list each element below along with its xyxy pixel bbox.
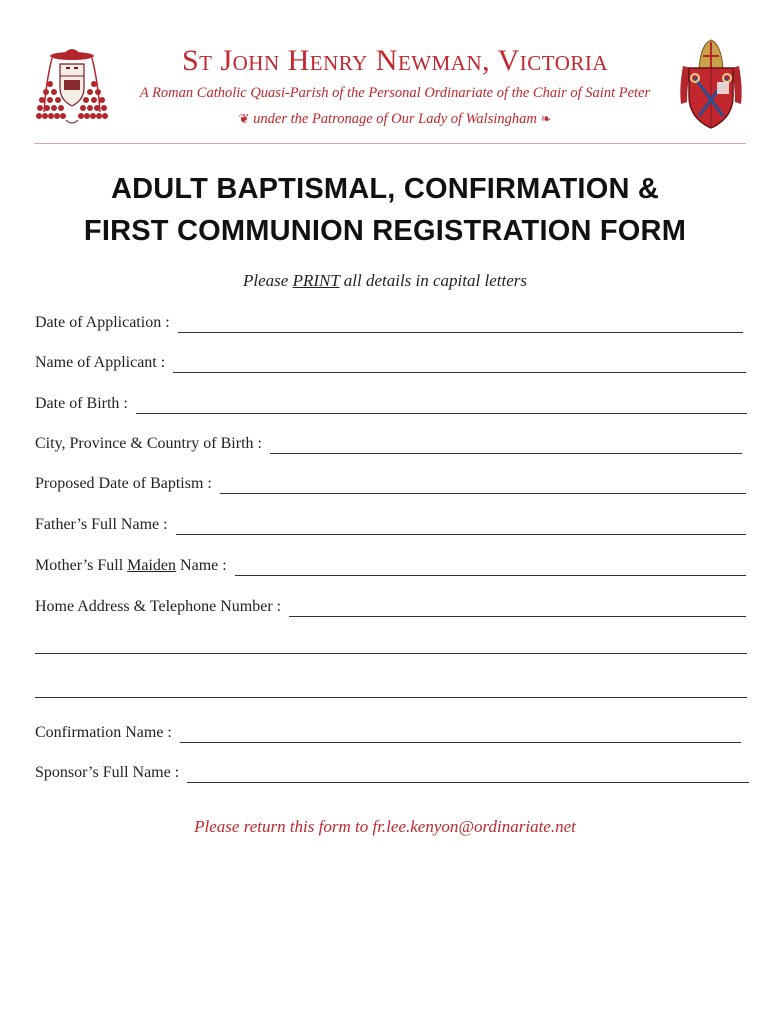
parish-name: St John Henry Newman, Victoria [181,44,609,77]
mother-label-maiden-emphasis: Maiden [127,557,177,574]
proposed-baptism-date-field[interactable] [35,472,746,494]
home-address-continuation-line-1[interactable] [35,653,747,654]
place-of-birth-label: City, Province & Country of Birth : [35,435,266,452]
mother-name-label [35,556,231,576]
mother-label-suffix: Name : [176,557,231,574]
fleuron-left-icon: ❦ [238,111,250,126]
name-of-applicant-field[interactable] [35,351,746,373]
fleuron-right-icon: ❧ [540,111,552,126]
date-of-application-input-line[interactable] [178,316,743,333]
place-of-birth-input-line[interactable] [270,437,742,454]
instructions-prefix: Please [243,271,293,290]
mother-maiden-name-input-line[interactable] [235,559,746,576]
return-instructions: Please return this form to fr.lee.kenyon@ordinariate.net [194,817,576,836]
confirmation-name-field[interactable] [35,721,741,743]
print-instructions [30,271,740,291]
name-of-applicant-input-line[interactable] [173,356,746,373]
father-name-label: Father’s Full Name : [35,516,172,533]
home-address-continuation-line-2[interactable] [35,697,747,698]
cardinal-galero-coat-of-arms-icon [36,42,108,130]
home-address-label: Home Address & Telephone Number : [35,598,286,615]
date-of-birth-field[interactable] [35,392,747,414]
proposed-baptism-date-label: Proposed Date of Baptism : [35,475,216,492]
sponsor-name-label: Sponsor’s Full Name : [35,764,184,781]
home-address-input-line[interactable] [289,600,746,617]
sponsor-name-input-line[interactable] [187,766,749,783]
date-of-birth-input-line[interactable] [136,397,747,414]
place-of-birth-field[interactable] [35,432,742,454]
instructions-suffix: all details in capital letters [339,271,527,290]
name-of-applicant-label: Name of Applicant : [35,354,170,371]
letterhead [0,0,770,150]
date-of-birth-label: Date of Birth : [35,395,132,412]
date-of-application-field[interactable] [35,311,743,333]
form-title [30,168,740,252]
episcopal-mitre-crossed-keys-shield-icon [677,38,745,130]
home-address-field[interactable] [35,595,746,617]
sponsor-name-field[interactable] [35,761,749,783]
parish-subtitle: A Roman Catholic Quasi-Parish of the Personal Ordinariate of the Chair of Saint Peter [139,85,651,101]
father-name-input-line[interactable] [176,518,746,535]
patronage-line [110,110,680,128]
date-of-application-label: Date of Application : [35,314,174,331]
patronage-text: under the Patronage of Our Lady of Walsingham [253,111,537,127]
confirmation-name-label: Confirmation Name : [35,724,176,741]
father-name-field[interactable] [35,513,746,535]
form-title-line-2: FIRST COMMUNION REGISTRATION FORM [83,215,687,247]
proposed-baptism-date-input-line[interactable] [220,477,746,494]
mother-maiden-name-field[interactable] [35,554,746,576]
confirmation-name-input-line[interactable] [180,726,741,743]
instructions-print-emphasis: PRINT [292,271,340,290]
mother-label-prefix: Mother’s Full [35,557,128,574]
form-title-line-1: ADULT BAPTISMAL, CONFIRMATION & [110,173,659,205]
header-divider [34,143,746,144]
